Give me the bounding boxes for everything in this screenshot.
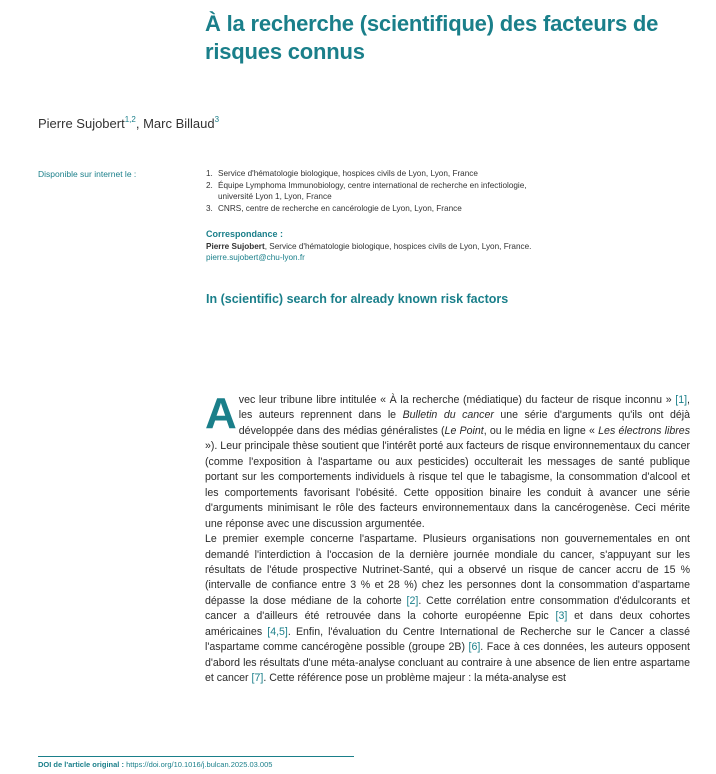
affiliation-text: CNRS, centre de recherche en cancérologie de Lyon, Lyon, France <box>218 203 462 213</box>
citation-link[interactable]: [2] <box>406 594 419 607</box>
body-text: »). Leur principale thèse soutient que l'intérêt porté aux facteurs de risque environnementaux du cancer (comme l'exposition à l'aspartame ou aux pesticides) occulterait les messages de santé publique portant sur les comportements individuels à risque tel que le tabagisme, la consommation d'alcool et les comportements favorisant l'obésité. Cette opposition binaire les conduit à avancer une série d'arguments minimisant le rôle des facteurs environnementaux dans la cancérogenèse. Ceci mérite une réponse avec une discussion argumentée. <box>205 440 690 530</box>
affiliation-number: 2. <box>206 180 213 190</box>
author-affiliation-marker: 1,2 <box>124 115 136 124</box>
correspondence-address: , Service d'hématologie biologique, hospices civils de Lyon, Lyon, France. <box>264 241 532 251</box>
italic-text: Le Point <box>444 424 484 437</box>
correspondence-email-link[interactable]: pierre.sujobert@chu-lyon.fr <box>206 253 305 263</box>
correspondence-block <box>206 229 546 264</box>
drop-cap: A <box>205 389 237 438</box>
affiliation-item <box>206 168 536 180</box>
italic-text: Les électrons libres <box>598 424 690 437</box>
citation-link[interactable]: [6] <box>468 641 481 654</box>
affiliation-number: 1. <box>206 169 213 178</box>
author-list <box>38 115 219 131</box>
body-text: vec leur tribune libre intitulée « À la recherche (médiatique) du facteur de risque inconnu » <box>238 394 676 406</box>
body-paragraph-2 <box>205 532 690 687</box>
body-text: , ou le média en ligne « <box>483 424 599 437</box>
footer-divider <box>38 756 354 757</box>
author-name: Marc Billaud <box>143 116 215 131</box>
article-title: À la recherche (scientifique) des facteurs de risques connus <box>205 11 659 64</box>
italic-text: Bulletin du cancer <box>402 409 494 422</box>
doi-footer <box>38 760 272 769</box>
author-separator: , <box>135 116 144 131</box>
body-text: . Cette corrélation entre consommation d'édulcorants et cancer a d'ailleurs été retrouvée dans la cohorte européenne Epic <box>205 594 690 623</box>
affiliation-item <box>206 203 536 215</box>
article-body <box>205 389 690 687</box>
body-text: et dans deux cohortes américaines <box>205 610 690 638</box>
correspondence-heading: Correspondance : <box>206 229 284 239</box>
doi-link[interactable]: https://doi.org/10.1016/j.bulcan.2025.03.005 <box>126 760 273 769</box>
affiliation-list <box>206 168 536 214</box>
body-text: , les auteurs reprennent dans le <box>238 394 690 422</box>
citation-link[interactable]: [4,5] <box>267 625 288 638</box>
affiliation-text: Service d'hématologie biologique, hospices civils de Lyon, Lyon, France <box>218 169 478 178</box>
author-name: Pierre Sujobert <box>38 116 125 131</box>
body-text: . Face à ces données, les auteurs opposent d'abord les résultats d'une méta-analyse concluant au contraire à une absence de lien entre aspartame et cancer <box>205 641 690 685</box>
citation-link[interactable]: [3] <box>555 610 568 623</box>
correspondence-name: Pierre Sujobert <box>206 241 265 251</box>
body-paragraph-1 <box>205 389 690 532</box>
availability-label: Disponible sur internet le : <box>38 169 137 179</box>
citation-link[interactable]: [7] <box>251 672 264 685</box>
affiliation-text: Équipe Lymphoma Immunobiology, centre international de recherche en infectiologie, université Lyon 1, Lyon, France <box>218 180 527 202</box>
body-text: . Enfin, l'évaluation du Centre International de Recherche sur le Cancer a classé l'aspartame comme cancérogène possible (groupe 2B) <box>205 625 690 654</box>
affiliation-item <box>206 180 536 203</box>
doi-label: DOI de l'article original : <box>38 760 124 769</box>
body-text: Le premier exemple concerne l'aspartame. Plusieurs organisations non gouvernementales en ont demandé l'interdiction à l'occasion de la dernière journée mondiale du cancer, s'appuyant sur les résultats de l'étude prospective Nutrinet-Santé, qui a observé un risque de cancer accru de 15 % (intervalle de confiance entre 3 % et 28 %) chez les personnes dont la consommation d'aspartame dépasse la dose médiane de la cohorte <box>205 533 690 607</box>
english-title: In (scientific) search for already known risk factors <box>206 292 509 306</box>
body-text: . Cette référence pose un problème majeur : la méta-analyse est <box>263 672 566 685</box>
body-text: une série d'arguments qu'ils ont déjà développée dans des médias généralistes ( <box>238 409 690 437</box>
author-affiliation-marker: 3 <box>214 115 220 124</box>
affiliation-number: 3. <box>206 203 213 213</box>
correspondence-text <box>206 241 546 253</box>
citation-link[interactable]: [1] <box>675 394 688 406</box>
